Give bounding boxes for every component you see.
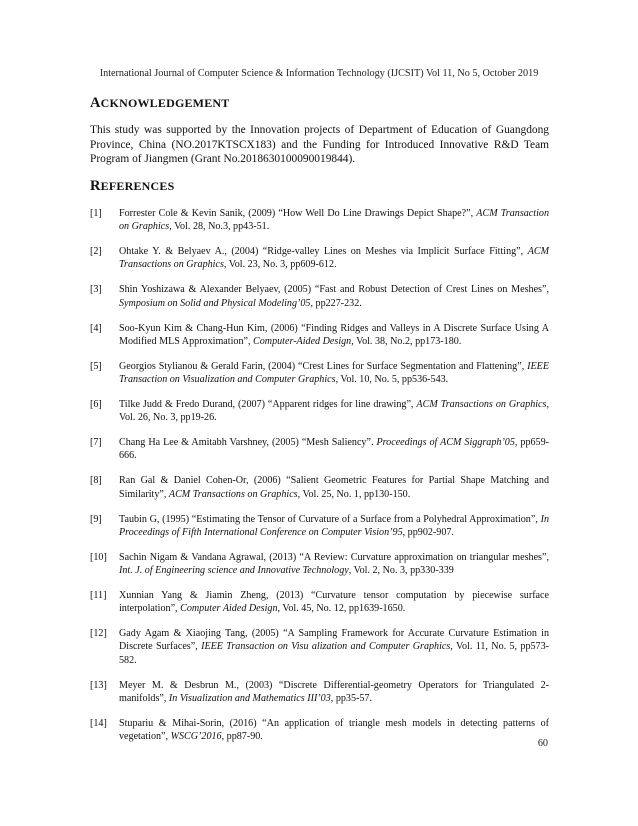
reference-text: Sachin Nigam & Vandana Agrawal, (2013) “A Review: Curvature approximation on triangular meshes”, (119, 551, 549, 563)
reference-text: Stupariu & Mihai-Sorin, (2016) “An application of triangle mesh models in detecting patterns of vegetation”, (119, 717, 549, 743)
reference-text: Meyer M. & Desbrun M., (2003) “Discrete Differential-geometry Operators for Triangulated 2-manifolds”, (119, 679, 549, 704)
reference-number: [10] (90, 551, 107, 563)
references-list (90, 207, 549, 755)
reference-item (90, 436, 549, 462)
reference-item (90, 360, 549, 386)
reference-venue: ACM Transactions on Graphics (168, 488, 298, 500)
reference-text: Xunnian Yang & Jiamin Zheng, (2013) “Curvature tensor computation by piecewise surface interpolation”, (119, 590, 549, 615)
reference-number: [9] (90, 513, 102, 525)
reference-venue: Computer-Aided Design (253, 335, 352, 347)
reference-text: Tilke Judd & Fredo Durand, (2007) “Apparent ridges for line drawing”, (119, 399, 417, 411)
reference-text: Gady Agam & Xiaojing Tang, (2005) “A Sampling Framework for Accurate Curvature Estimation in Discrete Surfaces”, (119, 628, 549, 653)
reference-venue: In Proceedings of Fifth International Conference on Computer Vision’95 (119, 513, 549, 538)
reference-text: , pp902-907. (402, 526, 454, 538)
references-heading-rest: EFERENCES (100, 179, 175, 193)
references-heading (90, 178, 175, 195)
reference-venue: ACM Transactions on Graphics (416, 399, 547, 411)
reference-text: , Vol. 45, No. 12, pp1639-1650. (277, 603, 406, 615)
reference-item (90, 589, 549, 615)
reference-venue: Int. J. of Engineering science and Innovative Technology (119, 565, 349, 577)
reference-item (90, 207, 549, 233)
reference-text: , Vol. 26, No. 3, pp19-26. (119, 399, 549, 424)
reference-venue: Proceedings of ACM Siggraph’05 (376, 437, 515, 449)
reference-text: , pp35-57. (330, 692, 372, 704)
reference-text: , Vol. 11, No. 5, pp573-582. (119, 641, 549, 666)
acknowledgement-heading (90, 95, 229, 112)
reference-number: [6] (90, 399, 102, 411)
reference-item (90, 679, 549, 705)
reference-item (90, 551, 549, 577)
reference-number: [2] (90, 246, 102, 258)
reference-number: [14] (90, 717, 107, 729)
reference-venue: Computer Aided Design (180, 603, 278, 615)
references-heading-initial: R (90, 178, 101, 194)
reference-text: Shin Yoshizawa & Alexander Belyaev, (2005) “Fast and Robust Detection of Crest Lines on Meshes”, (119, 284, 549, 296)
reference-number: [4] (90, 322, 102, 334)
reference-venue: IEEE Transaction on Visualization and Computer Graphics (119, 360, 549, 386)
reference-item (90, 322, 549, 348)
reference-text: , Vol. 23, No. 3, pp609-612. (223, 259, 337, 271)
acknowledgement-text: This study was supported by the Innovation projects of Department of Education of Guangdong Province, China (NO.2017KTSCX183) and the Funding for Introduced Innovative R&D Team Program of Jiangmen (Grant No.2018630100090019844). (90, 124, 549, 166)
reference-item (90, 474, 549, 500)
reference-text: , Vol. 38, No.2, pp173-180. (351, 335, 462, 347)
reference-text: , pp659-666. (119, 437, 549, 462)
reference-item (90, 627, 549, 667)
reference-text: Forrester Cole & Kevin Sanik, (2009) “How Well Do Line Drawings Depict Shape?”, (119, 208, 477, 219)
reference-text: Soo-Kyun Kim & Chang-Hun Kim, (2006) “Finding Ridges and Valleys in A Discrete Surface Using A Modified MLS Approximation”, (119, 322, 549, 347)
reference-venue: ACM Transaction on Graphics (119, 208, 549, 233)
reference-item (90, 513, 549, 539)
reference-item (90, 717, 549, 743)
reference-venue: WSCG’2016 (170, 731, 222, 743)
page-number: 60 (537, 738, 548, 749)
reference-text: Ohtake Y. & Belyaev A., (2004) “Ridge-valley Lines on Meshes via Implicit Surface Fitting”, (119, 246, 528, 258)
reference-number: [11] (90, 590, 107, 602)
reference-text: Georgios Stylianou & Gerald Farin, (2004) “Crest Lines for Surface Segmentation and Flattening”, (119, 360, 528, 372)
reference-number: [5] (90, 360, 102, 372)
running-header: International Journal of Computer Science & Information Technology (IJCSIT) Vol 11, No 5, October 2019 (99, 68, 539, 79)
acknowledgement-heading-rest: CKNOWLEDGEMENT (100, 96, 230, 110)
reference-text: , pp87-90. (221, 731, 263, 743)
reference-venue: ACM Transactions on Graphics (119, 246, 549, 271)
reference-venue: Symposium on Solid and Physical Modeling’05 (119, 297, 311, 309)
reference-text: Ran Gal & Daniel Cohen-Or, (2006) “Salient Geometric Features for Partial Shape Matching and Similarity”, (119, 475, 549, 500)
reference-item (90, 283, 549, 309)
reference-text: , Vol. 2, No. 3, pp330-339 (348, 565, 454, 577)
reference-number: [1] (90, 208, 102, 219)
acknowledgement-heading-initial: A (90, 95, 101, 111)
reference-number: [8] (90, 475, 102, 487)
reference-text: , Vol. 25, No. 1, pp130-150. (297, 488, 411, 500)
reference-number: [12] (90, 628, 107, 640)
reference-number: [13] (90, 679, 107, 691)
reference-text: , Vol. 10, No. 5, pp536-543. (335, 374, 449, 386)
reference-venue: In Visualization and Mathematics III’03 (168, 692, 331, 704)
reference-text: , Vol. 28, No.3, pp43-51. (169, 221, 270, 233)
reference-number: [3] (90, 284, 102, 296)
reference-number: [7] (90, 437, 102, 449)
reference-text: , pp227-232. (310, 297, 362, 309)
reference-text: Taubin G, (1995) “Estimating the Tensor of Curvature of a Surface from a Polyhedral Approximation”, (119, 513, 541, 525)
reference-text: Chang Ha Lee & Amitabh Varshney, (2005) “Mesh Saliency”. (119, 437, 377, 449)
reference-venue: IEEE Transaction on Visu alization and Computer Graphics (201, 641, 451, 653)
reference-item (90, 398, 549, 424)
reference-item (90, 245, 549, 271)
